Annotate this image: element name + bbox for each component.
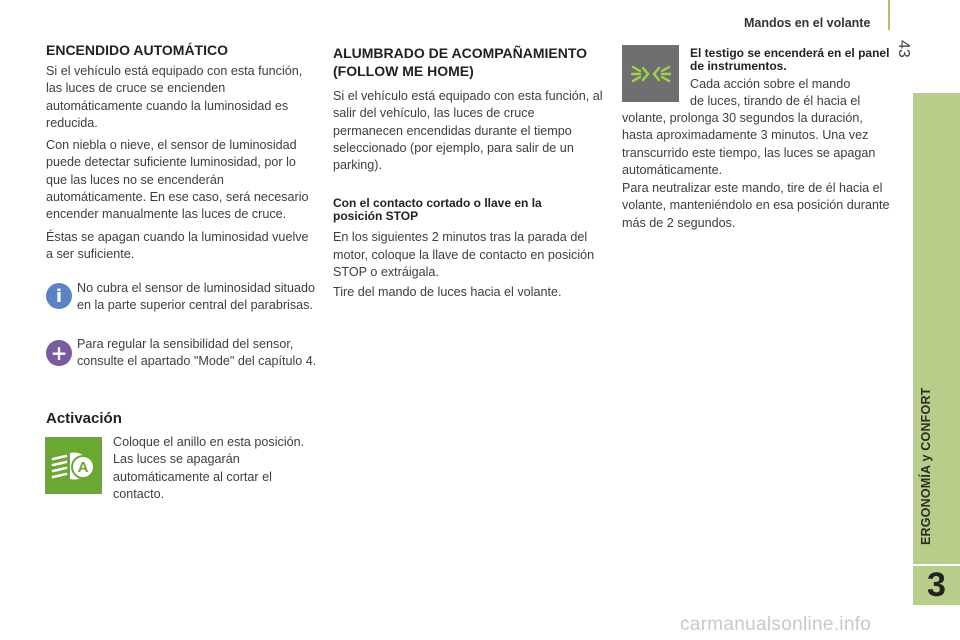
subheading: El testigo se encenderá en el panel de instrumentos. (690, 46, 890, 73)
warning-lamp-icon (622, 45, 679, 102)
follow-me-home-lamp-symbol (628, 58, 674, 90)
page-number: 43 (895, 40, 912, 58)
section-follow-me-home (333, 44, 605, 302)
info-icon: i (46, 283, 72, 309)
tip-note: Para regular la sensibilidad del sensor, consulte el apartado "Mode" del capítulo 4. (77, 337, 317, 369)
paragraph-line: Cada acción sobre el mando (690, 77, 851, 91)
section-automatic-lighting (46, 41, 318, 263)
section-heading-line1: ALUMBRADO DE ACOMPAÑAMIENTO (333, 45, 588, 61)
paragraph: Éstas se apagan cuando la luminosidad vuelve a ser suficiente. (46, 229, 309, 261)
section-heading: ENCENDIDO AUTOMÁTICO (46, 42, 228, 58)
auto-headlamp-symbol (49, 447, 99, 485)
watermark: carmanualsonline.info (680, 614, 872, 635)
paragraph: Tire del mando de luces hacia el volante. (333, 285, 562, 300)
section-heading-line2: (FOLLOW ME HOME) (333, 63, 474, 79)
paragraph-line: de luces, tirando de él hacia el (690, 94, 861, 108)
paragraph: Si el vehículo está equipado con esta función, las luces de cruce se encienden automáticamente cuando la luminosidad es reducida. (46, 64, 303, 130)
chapter-title: ERGONOMÍA y CONFORT (919, 387, 933, 545)
auto-letter: A (77, 458, 88, 476)
subheading: Con el contacto cortado o llave en la posición STOP (333, 196, 542, 224)
paragraph: Para neutralizar este mando, tire de él hacia el volante, manteniéndolo en esa posición durante más de 2 segundos. (622, 181, 890, 230)
activation-heading: Activación (46, 410, 122, 427)
auto-headlamp-icon (45, 437, 102, 494)
activation-text: Coloque el anillo en esta posición. Las luces se apagarán automáticamente al cortar el contacto. (113, 435, 305, 501)
chapter-number: 3 (927, 566, 946, 604)
paragraph: Con niebla o nieve, el sensor de luminosidad puede detectar suficiente luminosidad, por lo que las luces no se encenderán automáticamente. En ese caso, será necesario encender manualmente las luces de cruce. (46, 138, 309, 222)
info-note: No cubra el sensor de luminosidad situado en la parte superior central del parabrisas. (77, 281, 316, 313)
paragraph: Si el vehículo está equipado con esta función, al salir del vehículo, las luces de cruce permanecen encendidas durante el tiempo seleccionado (por ejemplo, para salir de un parking). (333, 89, 603, 173)
paragraph: En los siguientes 2 minutos tras la parada del motor, coloque la llave de contacto en posición STOP o extráigala. (333, 230, 595, 280)
running-header: Mandos en el volante (744, 16, 871, 30)
paragraph: volante, prolonga 30 segundos la duración, hasta aproximadamente 3 minutos. Una vez transcurrido este tiempo, las luces se apagan automáticamente. (622, 111, 876, 177)
plus-icon: + (46, 340, 72, 366)
header-rule (888, 0, 890, 30)
